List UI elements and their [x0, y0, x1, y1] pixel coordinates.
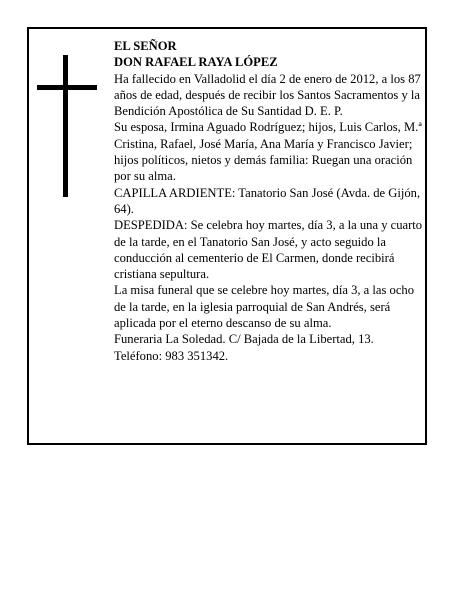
chapel-info: CAPILLA ARDIENTE: Tanatorio San José (Avda. de Gijón, 64). — [114, 185, 421, 216]
death-announcement: Ha fallecido en Valladolid el día 2 de enero de 2012, a los 87 años de edad, después de recibir los Santos Sacramentos y la Bendición Apostólica de Su Santidad D. E. P. — [114, 71, 421, 119]
deceased-name: DON RAFAEL RAYA LÓPEZ — [114, 55, 278, 70]
funeral-mass-info: La misa funeral que se celebre hoy martes, día 3, a las ocho de la tarde, en la iglesia parroquial de San Andrés, será aplicada por el eterno descanso de su alma. — [114, 283, 415, 331]
honorific: EL SEÑOR — [114, 39, 177, 53]
cross-vertical-bar — [63, 55, 68, 197]
funeral-home-info: Funeraria La Soledad. C/ Bajada de la Libertad, 13. Teléfono: 983 351342. — [114, 332, 374, 363]
farewell-info: DESPEDIDA: Se celebra hoy martes, día 3, a la una y cuarto de la tarde, en el Tanatorio San José, y acto seguido la conducción al cementerio de El Carmen, donde recibirá cristiana sepultura. — [114, 218, 423, 282]
cross-icon — [37, 55, 97, 197]
cross-horizontal-bar — [37, 85, 97, 90]
family-mourners: Su esposa, Irmina Aguado Rodríguez; hijos, Luis Carlos, M.ª Cristina, Rafael, José María, Ana María y Francisco Javier; hijos políticos, nietos y demás familia: Ruegan una oración por su alma. — [114, 120, 422, 184]
obituary-text — [114, 38, 424, 364]
